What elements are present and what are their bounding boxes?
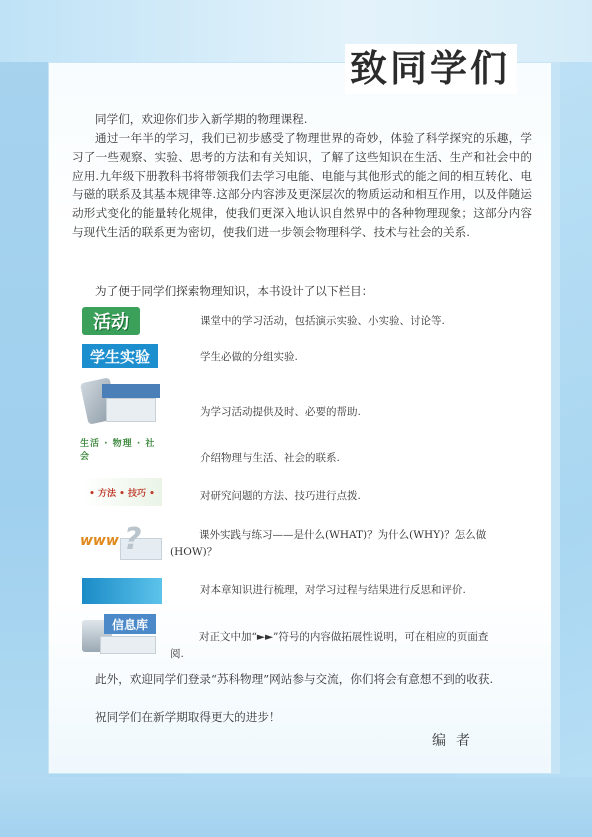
question-mark-icon: ? [124, 522, 142, 557]
www-icon [80, 522, 166, 560]
intro-paragraph: 为了便于同学们探索物理知识，本书设计了以下栏目： [95, 284, 374, 298]
page-background-left [0, 0, 48, 837]
column-desc-method-skill: 对研究问题的方法、技巧进行点拨. [200, 490, 361, 502]
body-paragraph: 通过一年半的学习，我们已初步感受了物理世界的奇妙，体验了科学探究的乐趣，学习了一些观察、实验、思考的方法和有关知识，了解了这些知识在生活、生产和社会中的应用.九年级下册教科书将带领我们去学习电能、电能与其他形式的能之间的相互转化、电与磁的联系及其基本规律等.这部分内容涉及更深层次的物质运动和相互作用，以及伴随运动形式变化的能量转化规律，使我们更深入地认识自然界中的各种物理现象；这部分内容与现代生活的联系更为密切，使我们进一步领会物理科学、技术与社会的关系. [72, 131, 532, 239]
life-society-icon: 生活 · 物理 · 社会 [80, 439, 156, 462]
method-skill-icon: • 方法 • 技巧 • [82, 478, 162, 506]
column-desc-www: 课外实践与练习——是什么(WHAT)？为什么(WHY)？怎么做(HOW)？ [170, 529, 487, 558]
help-icon-panel [106, 398, 156, 422]
wish-paragraph: 祝同学们在新学期取得更大的进步！ [95, 710, 281, 724]
editor-signature: 编者 [432, 733, 480, 749]
info-library-label: 信息库 [104, 614, 156, 634]
page-title: 致同学们 [350, 46, 510, 90]
column-desc-activity: 课堂中的学习活动，包括演示实验、小实验、讨论等. [200, 315, 445, 327]
student-lab-icon: 学生实验 [82, 344, 158, 368]
help-icon [82, 378, 162, 424]
page-background-bottom [0, 777, 592, 837]
activity-icon: 活动 [82, 307, 140, 335]
column-desc-help: 为学习活动提供及时、必要的帮助. [200, 406, 361, 418]
extra-paragraph: 此外，欢迎同学们登录“苏科物理”网站参与交流，你们将会有意想不到的收获. [95, 672, 494, 686]
greeting-paragraph: 同学们，欢迎你们步入新学期的物理课程. [95, 112, 308, 126]
column-desc-life-society: 介绍物理与生活、社会的联系. [200, 452, 340, 464]
www-icon-text: www [80, 533, 119, 549]
info-library-panel [100, 636, 156, 654]
help-icon-banner [102, 384, 160, 398]
info-library-icon [82, 612, 162, 656]
review-icon [82, 578, 162, 604]
panel-shadow [552, 62, 560, 774]
column-desc-info-library: 对正文中加“►►”符号的内容做拓展性说明，可在相应的页面查阅. [170, 631, 489, 660]
column-desc-student-lab: 学生必做的分组实验. [200, 351, 298, 363]
column-desc-review: 对本章知识进行梳理，对学习过程与结果进行反思和评价. [200, 584, 466, 596]
